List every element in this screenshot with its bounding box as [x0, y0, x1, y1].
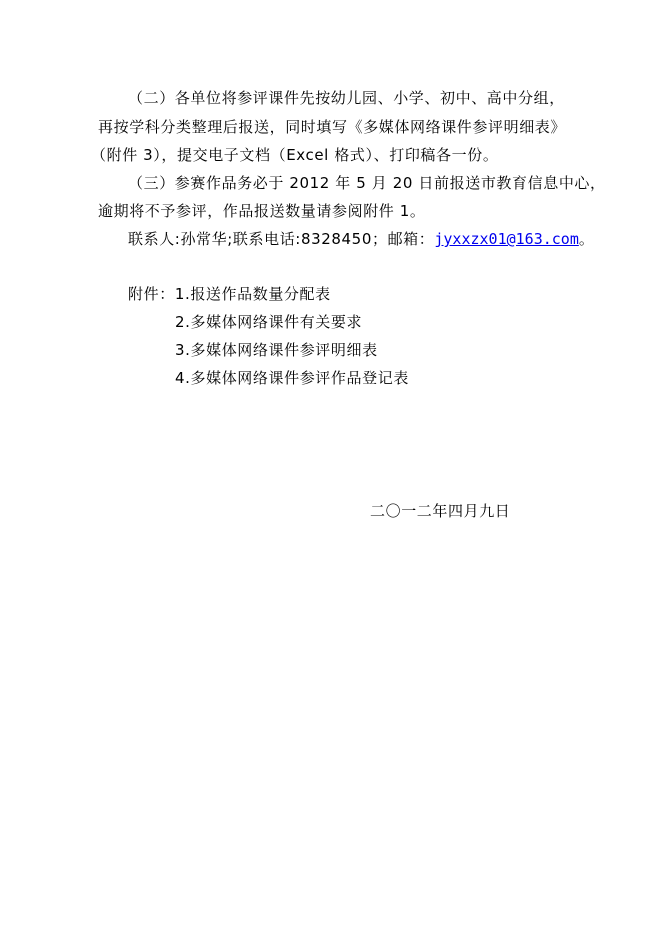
paragraph-2-line-2: 再按学科分类整理后报送，同时填写《多媒体网络课件参评明细表》 [98, 118, 567, 136]
email-link[interactable]: jyxxzx01@163.com [434, 230, 579, 248]
attachment-item: 4.多媒体网络课件参评作品登记表 [175, 369, 409, 387]
attachments-line-1 [128, 284, 331, 304]
paragraph-3-line-2: 逾期将不予参评，作品报送数量请参阅附件 1。 [98, 202, 426, 220]
attachment-item: 3.多媒体网络课件参评明细表 [175, 341, 378, 359]
attachment-item: 1.报送作品数量分配表 [174, 285, 331, 303]
paragraph-2-line-1: （二）各单位将参评课件先按幼儿园、小学、初中、高中分组， [128, 89, 565, 107]
contact-suffix: 。 [578, 230, 595, 248]
contact-line [128, 229, 594, 249]
attachments-label: 附件： [128, 285, 175, 303]
attachment-item: 2.多媒体网络课件有关要求 [175, 313, 363, 331]
document-date: 二〇一二年四月九日 [370, 502, 511, 520]
contact-prefix: 联系人:孙常华;联系电话:8328450；邮箱： [128, 230, 435, 248]
paragraph-2-line-3: （附件 3），提交电子文档（Excel 格式）、打印稿各一份。 [91, 146, 499, 164]
paragraph-3-line-1: （三）参赛作品务必于 2012 年 5 月 20 日前报送市教育信息中心， [128, 174, 606, 192]
